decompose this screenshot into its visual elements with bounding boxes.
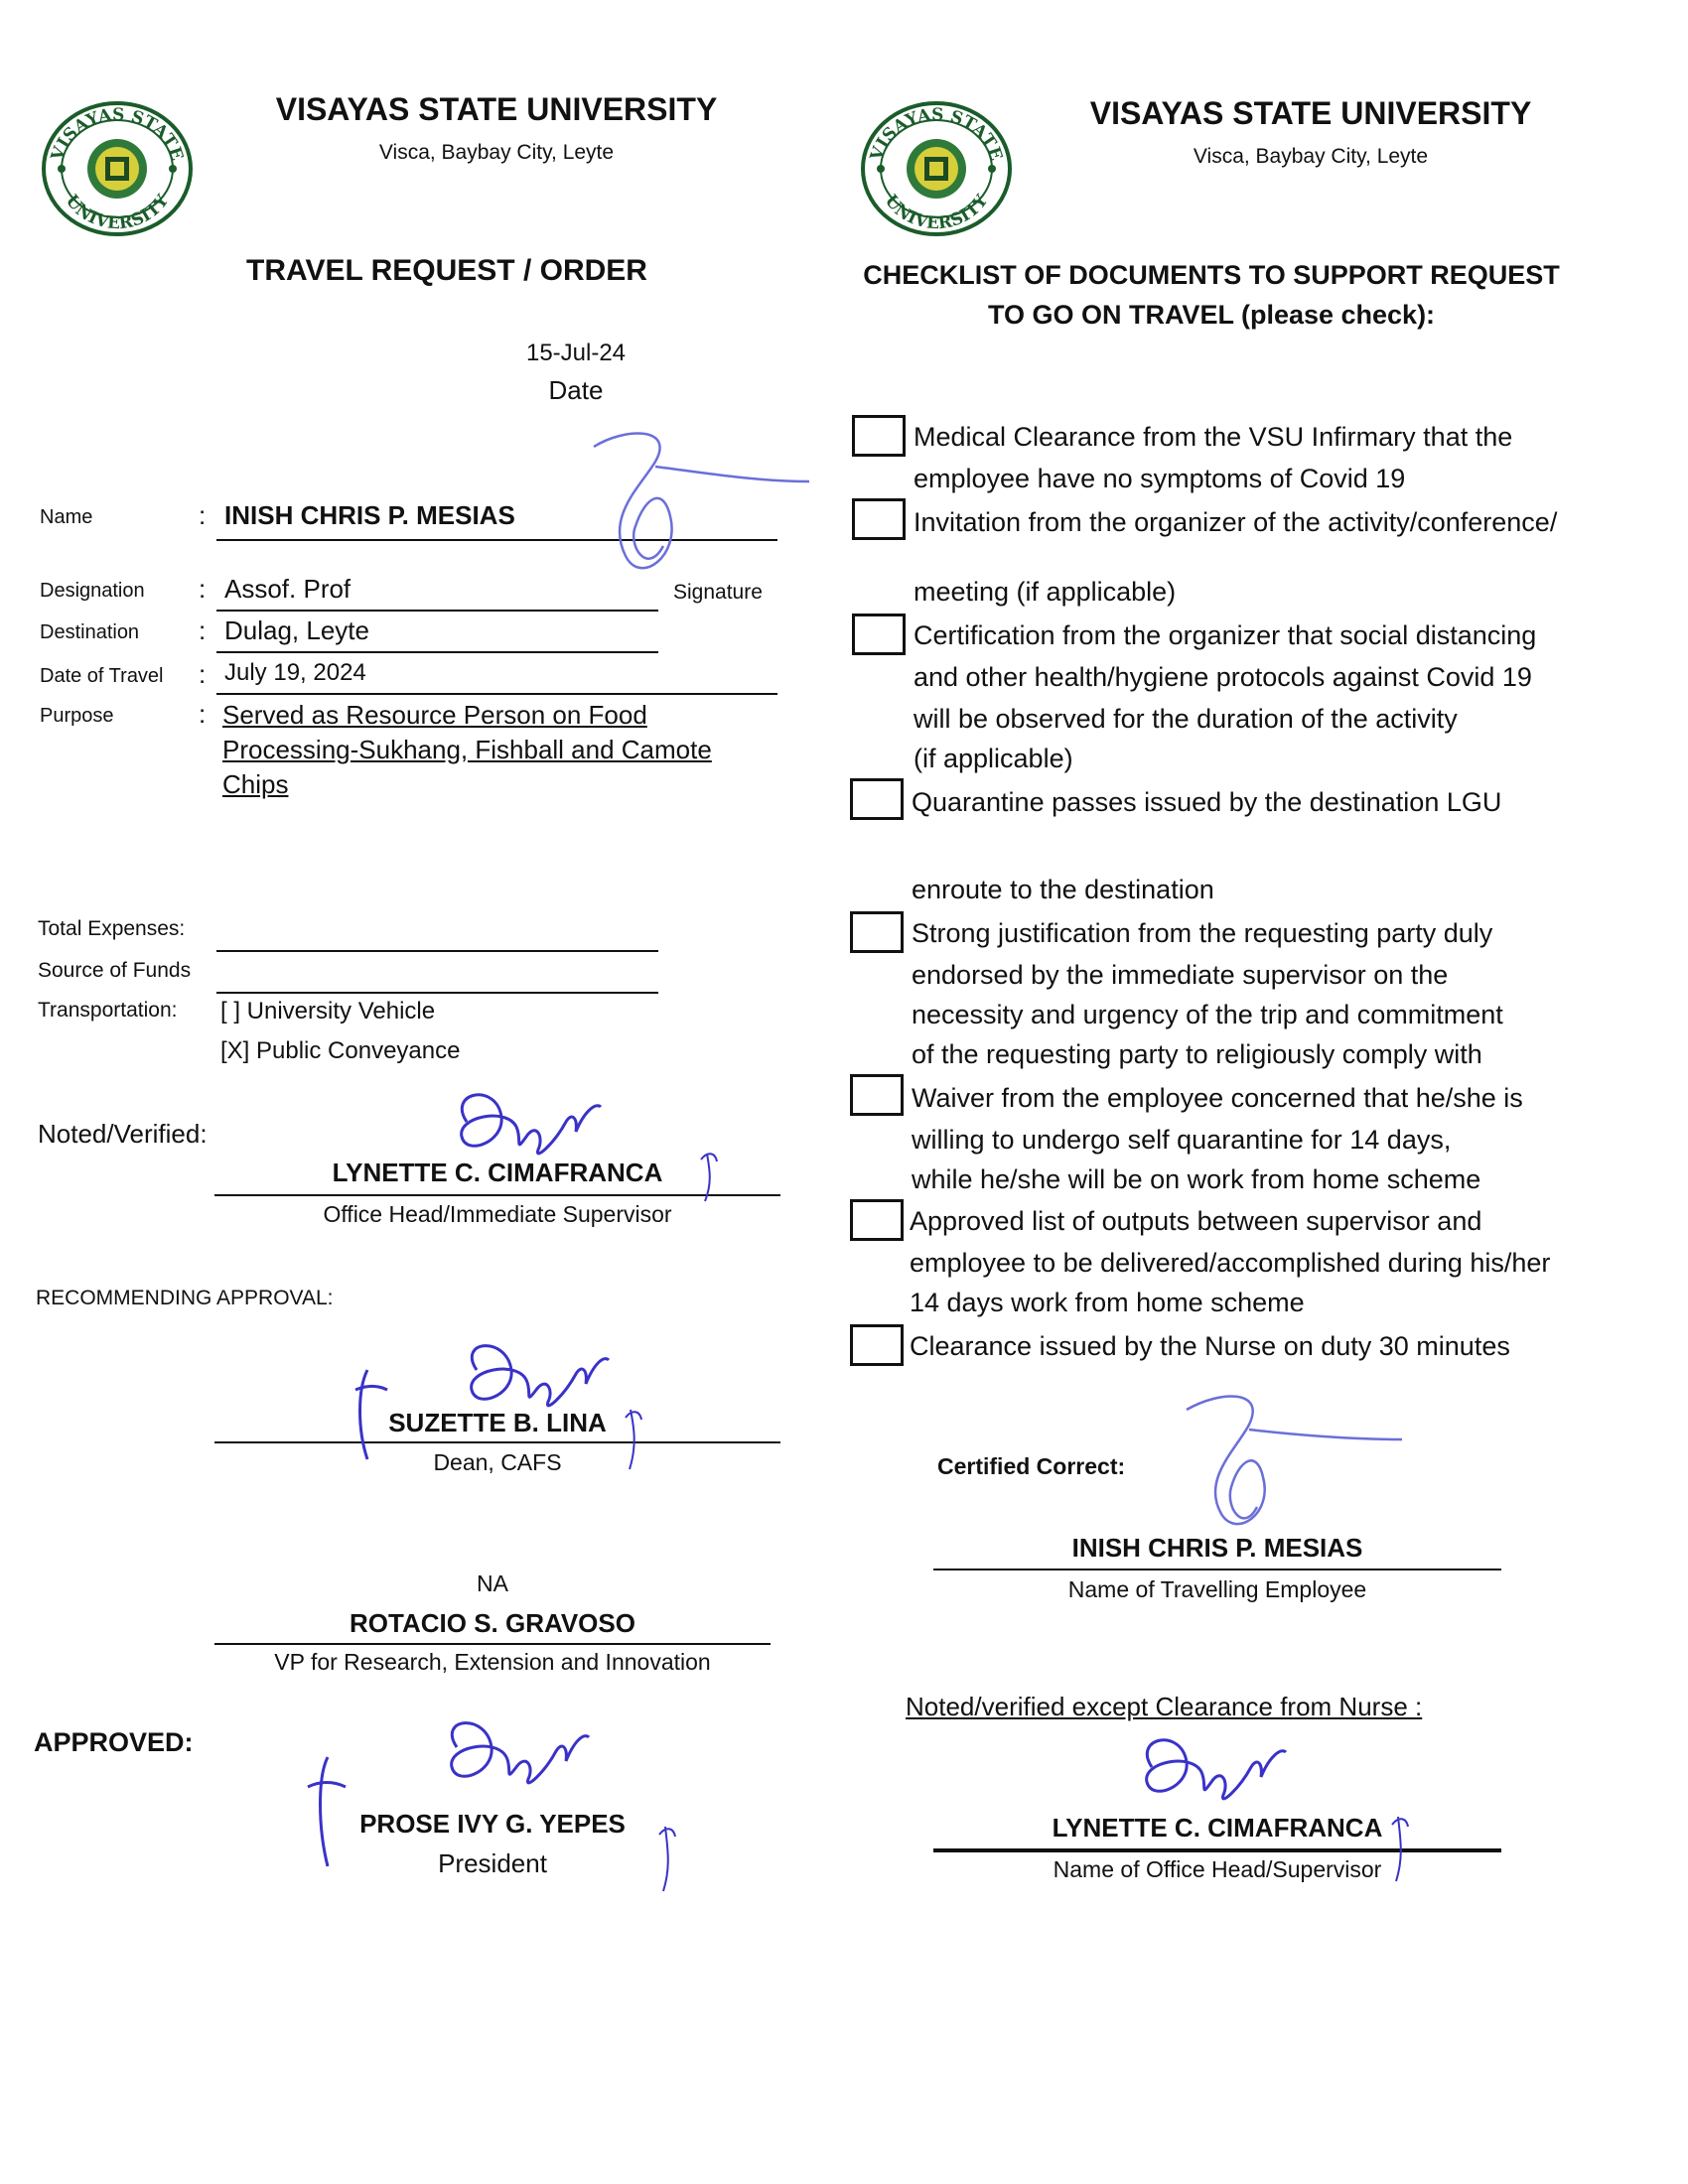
- university-seal-left: [40, 99, 195, 238]
- right-supervisor-name: LYNETTE C. CIMAFRANCA: [1052, 1813, 1383, 1843]
- checkbox-strong-justification[interactable]: [850, 911, 904, 953]
- designation-value: Assof. Prof: [224, 574, 352, 604]
- checklist-item-6-line-3: while he/she will be on work from home scheme: [912, 1164, 1481, 1194]
- total-expenses-label: Total Expenses:: [38, 917, 186, 940]
- checklist-item-3-line-2: and other health/hygiene protocols against Covid 19: [914, 662, 1532, 692]
- supervisor-signature: [427, 1082, 725, 1211]
- destination-underline: [216, 651, 658, 653]
- seal-top-text: VISAYAS STATE: [47, 104, 188, 164]
- vp-name: ROTACIO S. GRAVOSO: [350, 1608, 635, 1638]
- destination-value: Dulag, Leyte: [224, 615, 369, 645]
- checklist-item-6-line-2: willing to undergo self quarantine for 14 days,: [912, 1125, 1452, 1155]
- university-address-left: Visca, Baybay City, Leyte: [378, 141, 615, 164]
- checklist-item-4-line-1: Quarantine passes issued by the destination LGU: [912, 787, 1502, 817]
- employee-title: Name of Travelling Employee: [1067, 1576, 1367, 1602]
- checklist-item-7-line-3: 14 days work from home scheme: [910, 1288, 1305, 1317]
- noted-except-label: Noted/verified except Clearance from Nurse :: [906, 1692, 1423, 1721]
- colon: :: [199, 615, 207, 645]
- signature-label: Signature: [673, 581, 763, 604]
- colon: :: [199, 574, 207, 604]
- university-name-left: VISAYAS STATE UNIVERSITY: [275, 91, 718, 127]
- name-label: Name: [40, 506, 93, 528]
- supervisor-name: LYNETTE C. CIMAFRANCA: [332, 1158, 663, 1187]
- source-of-funds-label: Source of Funds: [38, 959, 192, 982]
- checklist-title-line-2: TO GO ON TRAVEL (please check):: [987, 300, 1436, 330]
- date-label: Date: [548, 375, 604, 405]
- vp-note: NA: [477, 1570, 508, 1596]
- checklist-item-5-line-4: of the requesting party to religiously comply with: [912, 1039, 1482, 1069]
- source-of-funds-line: [216, 992, 658, 994]
- dean-name: SUZETTE B. LINA: [388, 1408, 607, 1437]
- employee-name: INISH CHRIS P. MESIAS: [1071, 1533, 1363, 1563]
- checklist-item-3-line-3: will be observed for the duration of the activity: [914, 704, 1458, 734]
- purpose-line-2: Processing-Sukhang, Fishball and Camote: [222, 735, 712, 764]
- university-name-right: VISAYAS STATE UNIVERSITY: [1089, 95, 1532, 131]
- purpose-value: [222, 698, 712, 802]
- designation-underline: [216, 610, 658, 612]
- supervisor-title: Office Head/Immediate Supervisor: [323, 1201, 672, 1227]
- president-title: President: [438, 1848, 547, 1878]
- checklist-item-6-line-1: Waiver from the employee concerned that he/she is: [912, 1083, 1523, 1113]
- checkbox-approved-outputs[interactable]: [850, 1199, 904, 1241]
- approved-label: APPROVED:: [34, 1727, 194, 1757]
- checklist-item-8-line-1: Clearance issued by the Nurse on duty 30 minutes: [910, 1331, 1510, 1361]
- date-value: 15-Jul-24: [525, 340, 627, 366]
- seal-bottom-text: UNIVERSITY: [61, 191, 174, 234]
- destination-label: Destination: [40, 621, 140, 643]
- noted-verified-label: Noted/Verified:: [38, 1119, 208, 1149]
- checklist-item-5-line-3: necessity and urgency of the trip and commitment: [912, 1000, 1503, 1029]
- checkbox-nurse-clearance[interactable]: [850, 1324, 904, 1366]
- date-of-travel-label: Date of Travel: [40, 665, 164, 687]
- recommending-approval-label: RECOMMENDING APPROVAL:: [36, 1287, 334, 1309]
- purpose-label: Purpose: [40, 705, 114, 727]
- date-of-travel-underline: [216, 693, 777, 695]
- checkbox-medical-clearance[interactable]: [852, 415, 906, 457]
- purpose-line-1: Served as Resource Person on Food: [222, 700, 647, 730]
- vp-signature-line: [214, 1643, 771, 1645]
- checklist-item-2-line-2: meeting (if applicable): [914, 577, 1177, 607]
- designation-label: Designation: [40, 580, 145, 602]
- checklist-title-line-1: CHECKLIST OF DOCUMENTS TO SUPPORT REQUEST: [863, 260, 1560, 290]
- checklist-item-5-line-2: endorsed by the immediate supervisor on the: [912, 960, 1449, 990]
- checklist-item-3-line-4: (if applicable): [914, 744, 1073, 773]
- colon: :: [199, 699, 207, 729]
- checklist-item-1-line-1: Medical Clearance from the VSU Infirmary that the: [914, 422, 1513, 452]
- certified-correct-label: Certified Correct:: [937, 1453, 1126, 1479]
- president-name: PROSE IVY G. YEPES: [359, 1809, 626, 1839]
- colon: :: [199, 659, 207, 689]
- name-value: INISH CHRIS P. MESIAS: [224, 500, 515, 530]
- checklist-item-7-line-1: Approved list of outputs between supervisor and: [910, 1206, 1482, 1236]
- transport-option-university-vehicle: [ ] University Vehicle: [220, 998, 436, 1024]
- transportation-label: Transportation:: [38, 999, 178, 1022]
- transport-option-public-conveyance: [X] Public Conveyance: [220, 1037, 461, 1064]
- date-of-travel-value: July 19, 2024: [224, 659, 366, 686]
- checklist-item-4-line-2: enroute to the destination: [912, 875, 1214, 904]
- checklist-item-1-line-2: employee have no symptoms of Covid 19: [914, 464, 1406, 493]
- checklist-item-2-line-1: Invitation from the organizer of the activity/conference/: [914, 507, 1558, 537]
- university-seal-right: [859, 99, 1014, 238]
- dean-signature: [348, 1340, 675, 1479]
- employee-signature-line: [933, 1569, 1501, 1570]
- checklist-item-5-line-1: Strong justification from the requesting party duly: [912, 918, 1493, 948]
- checkbox-certification[interactable]: [852, 614, 906, 655]
- checklist-item-3-line-1: Certification from the organizer that social distancing: [914, 620, 1537, 650]
- form-title: TRAVEL REQUEST / ORDER: [246, 254, 647, 287]
- employee-signature-right: [1182, 1390, 1410, 1539]
- employee-signature-top: [586, 427, 814, 586]
- seal-top-text: VISAYAS STATE: [866, 104, 1007, 164]
- checkbox-invitation[interactable]: [852, 498, 906, 540]
- right-supervisor-title: Name of Office Head/Supervisor: [1053, 1856, 1382, 1882]
- total-expenses-line: [216, 950, 658, 952]
- colon: :: [199, 500, 207, 530]
- checkbox-quarantine-passes[interactable]: [850, 778, 904, 820]
- dean-title: Dean, CAFS: [433, 1449, 562, 1475]
- president-signature: [298, 1717, 695, 1896]
- checklist-item-7-line-2: employee to be delivered/accomplished during his/her: [910, 1248, 1551, 1278]
- university-address-right: Visca, Baybay City, Leyte: [1193, 145, 1429, 168]
- seal-bottom-text: UNIVERSITY: [880, 191, 993, 234]
- purpose-line-3: Chips: [222, 769, 289, 799]
- checkbox-waiver[interactable]: [850, 1074, 904, 1116]
- vp-title: VP for Research, Extension and Innovation: [274, 1649, 711, 1675]
- right-supervisor-signature: [1112, 1717, 1440, 1886]
